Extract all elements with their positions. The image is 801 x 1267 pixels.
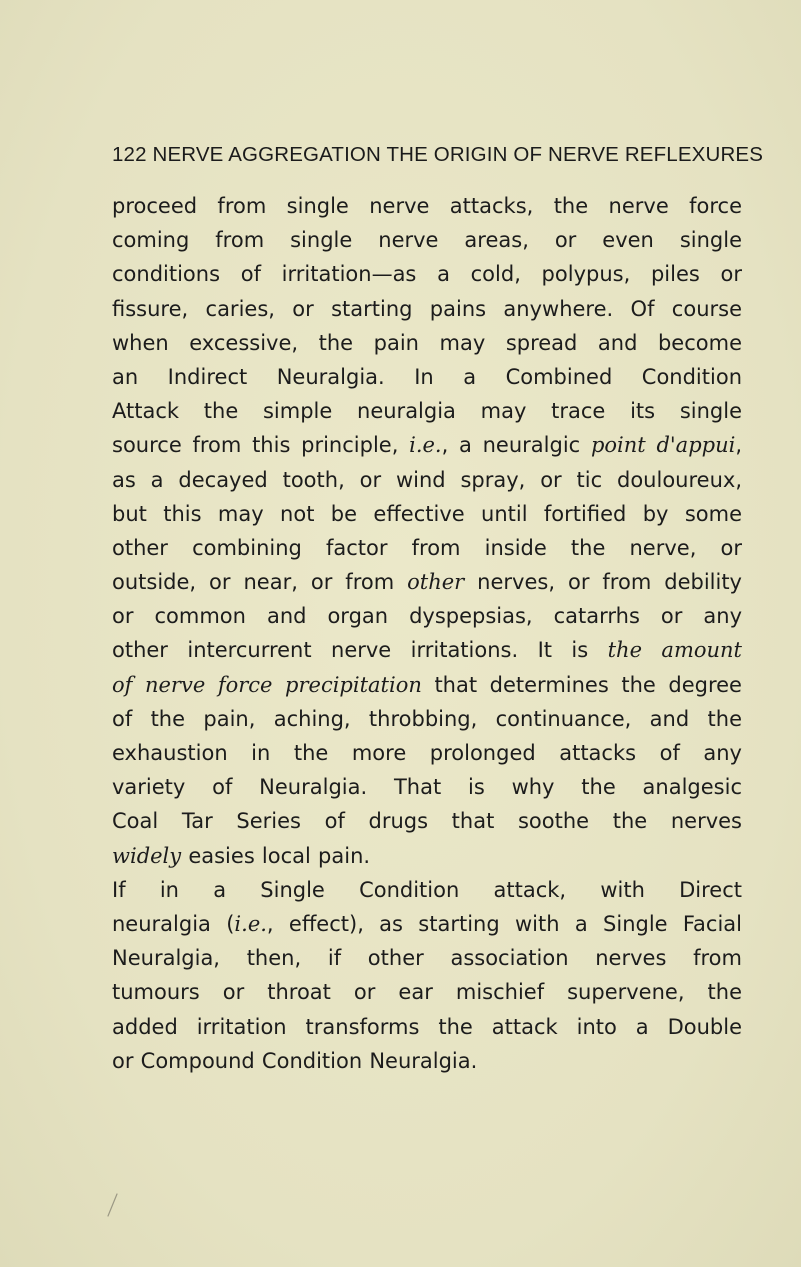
text-run: tumours or throat or ear mischief supervene, the [112,980,742,1005]
text-run: conditions of irritation—as a cold, polypus, piles or [112,262,742,287]
text-run: exhaustion in the more prolonged attacks of any [112,741,742,765]
text-run: , [735,433,743,458]
text-line [112,873,742,907]
italic-text: widely [112,843,182,868]
text-line [112,907,742,941]
text-line [112,189,742,223]
text-line [112,599,742,633]
text-line [112,428,742,462]
text-run: that determines the degree [421,672,742,697]
italic-text: point d'appui [590,433,736,458]
italic-text: the amount [607,638,742,663]
text-run: neuralgia ( [112,911,235,936]
text-run: as a decayed tooth, or wind spray, or tic douloureux, [112,467,742,492]
text-run: nerves, or from debility [464,570,742,595]
text-line [112,292,742,326]
text-line [112,839,742,873]
text-run: variety of Neuralgia. That is why the analgesic [112,775,742,800]
text-run: proceed from single nerve attacks, the nerve force [112,194,742,218]
text-run: of the pain, aching, throbbing, continuance, and the [112,706,742,731]
text-run: other intercurrent nerve irritations. It is [112,638,608,663]
text-run: Attack the simple neuralgia may trace its single [112,399,742,424]
italic-text: other [407,570,465,595]
text-line [112,633,742,667]
text-line [112,975,742,1009]
text-run: If in a Single Condition attack, with Direct [112,877,742,902]
text-line [112,1010,742,1044]
text-run: but this may not be effective until fortified by some [112,501,742,526]
text-run: Coal Tar Series of drugs that soothe the nerves [112,809,742,834]
text-run: when excessive, the pain may spread and become [112,330,742,355]
text-run: easies local pain. [181,843,371,868]
text-run: or Compound Condition Neuralgia. [112,1048,478,1073]
text-line [112,702,742,736]
text-line [112,941,742,975]
text-run: Neuralgia, then, if other association nerves from [112,946,742,971]
text-line [112,736,742,770]
text-line [112,223,742,257]
pencil-mark-icon [105,1192,119,1218]
italic-text: i.e. [409,433,442,458]
italic-text: i.e. [234,911,267,936]
text-run: coming from single nerve areas, or even single [112,228,742,253]
running-head: 122 NERVE AGGREGATION THE ORIGIN OF NERVE REFLEXURES [112,143,764,166]
text-line [112,360,742,394]
text-line [112,257,742,291]
text-line [112,770,742,804]
text-line [112,497,742,531]
text-run: other combining factor from inside the nerve, or [112,535,742,560]
text-run: fissure, caries, or starting pains anywhere. Of course [112,296,742,321]
text-run: or common and organ dyspepsias, catarrhs or any [112,604,742,629]
text-run: source from this principle, [112,433,410,458]
text-run: , effect), as starting with a Single Facial [266,911,743,936]
text-run: an Indirect Neuralgia. In a Combined Condition [112,364,742,389]
text-line [112,394,742,428]
text-line [112,804,742,838]
text-line [112,463,742,497]
text-line [112,326,742,360]
text-run: added irritation transforms the attack into a Double [112,1014,742,1039]
text-line [112,565,742,599]
body-text [112,189,742,1078]
text-line [112,1044,742,1078]
italic-text: of nerve force precipitation [112,672,422,697]
text-run: outside, or near, or from [112,570,408,595]
text-line [112,531,742,565]
text-run: , a neuralgic [441,433,591,458]
text-line [112,668,742,702]
